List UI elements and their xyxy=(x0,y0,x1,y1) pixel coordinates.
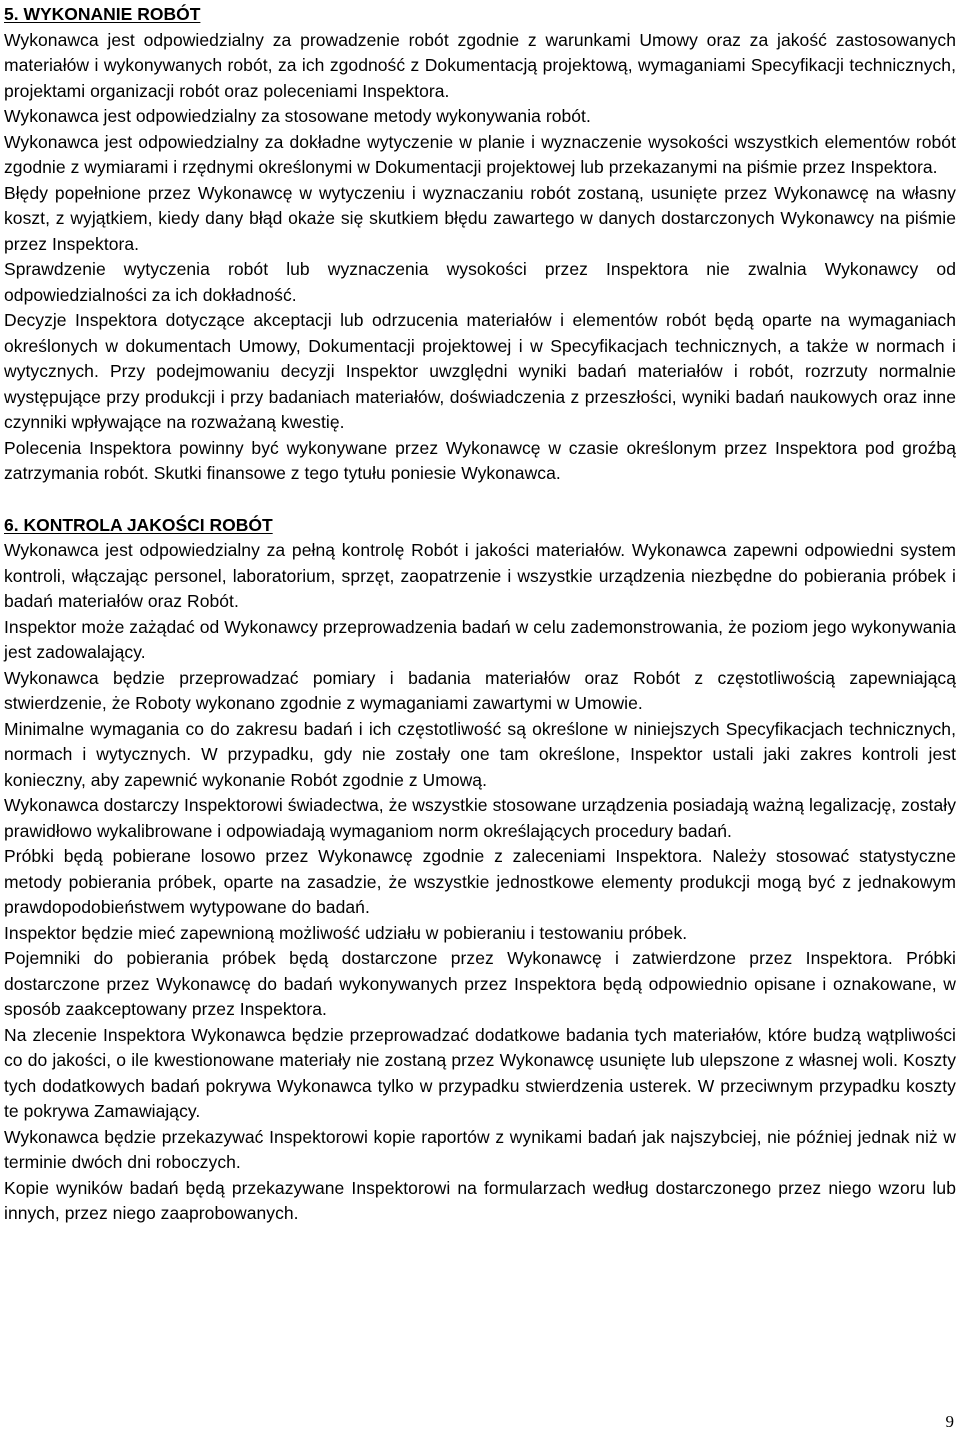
paragraph: Inspektor będzie mieć zapewnioną możliwość udziału w pobieraniu i testowaniu próbek. xyxy=(4,922,688,943)
paragraph: Pojemniki do pobierania próbek będą dostarczone przez Wykonawcę i zatwierdzone przez Inspektora. Próbki dostarczone przez Wykonawcę do badań wykonywanych przez Inspektora będą odpowiednio opisane i oznakowane, w sposób zaakceptowany przez Inspektora. xyxy=(4,948,956,1019)
paragraph: Wykonawca jest odpowiedzialny za stosowane metody wykonywania robót. xyxy=(4,106,591,126)
paragraph: Polecenia Inspektora powinny być wykonywane przez Wykonawcę w czasie określonym przez Inspektora pod groźbą zatrzymania robót. Skutki finansowe z tego tytułu poniesie Wykonawca. xyxy=(4,437,956,483)
paragraph: Kopie wyników badań będą przekazywane Inspektorowi na formularzach według dostarczonego przez niego wzoru lub innych, przez niego zaaprobowanych. xyxy=(4,1177,956,1223)
document-page xyxy=(4,2,956,1227)
section-heading: 5. WYKONANIE ROBÓT xyxy=(4,4,201,24)
paragraph: Inspektor może zażądać od Wykonawcy przeprowadzenia badań w celu zademonstrowania, że poziom jego wykonywania jest zadowalający. xyxy=(4,616,956,662)
paragraph: Minimalne wymagania co do zakresu badań i ich częstotliwość są określone w niniejszych Specyfikacjach technicznych, normach i wytycznych. W przypadku, gdy nie zostały one tam określone, Inspektor ustali jaki zakres kontroli jest konieczny, aby zapewnić wykonanie Robót zgodnie z Umową. xyxy=(4,718,956,790)
paragraph: Wykonawca jest odpowiedzialny za prowadzenie robót zgodnie z warunkami Umowy oraz za jakość zastosowanych materiałów i wykonywanych robót, za ich zgodność z Dokumentacją projektową, wymaganiami Specyfikacji technicznych, projektami organizacji robót oraz poleceniami Inspektora. xyxy=(4,29,956,101)
page-number: 9 xyxy=(945,1412,954,1431)
paragraph: Na zlecenie Inspektora Wykonawca będzie przeprowadzać dodatkowe badania tych materiałów, które budzą wątpliwości co do jakości, o ile kwestionowane materiały nie zostaną przez Wykonawcę usunięte lub ulepszone z własnej woli. Koszty tych dodatkowych badań pokrywa Wykonawca tylko w przypadku stwierdzenia usterek. W przeciwnym przypadku koszty te pokrywa Zamawiający. xyxy=(4,1024,956,1121)
paragraph: Wykonawca dostarczy Inspektorowi świadectwa, że wszystkie stosowane urządzenia posiadają ważną legalizację, zostały prawidłowo wykalibrowane i odpowiadają wymaganiom norm określających procedury badań. xyxy=(4,795,956,841)
paragraph: Wykonawca będzie przekazywać Inspektorowi kopie raportów z wynikami badań jak najszybciej, nie później jednak niż w terminie dwóch dni roboczych. xyxy=(4,1126,956,1172)
paragraph: Wykonawca będzie przeprowadzać pomiary i badania materiałów oraz Robót z częstotliwością zapewniającą stwierdzenie, że Roboty wykonano zgodnie z wymaganiami zawartymi w Umowie. xyxy=(4,667,956,713)
section-6-kontrola-jakosci-robot xyxy=(4,513,956,1227)
paragraph: Wykonawca jest odpowiedzialny za dokładne wytyczenie w planie i wyznaczenie wysokości wszystkich elementów robót zgodnie z wymiarami i rzędnymi określonymi w Dokumentacji projektowej lub przekazanymi na piśmie przez Inspektora. xyxy=(4,131,956,177)
section-heading: 6. KONTROLA JAKOŚCI ROBÓT xyxy=(4,514,273,535)
paragraph: Decyzje Inspektora dotyczące akceptacji lub odrzucenia materiałów i elementów robót będą oparte na wymaganiach określonych w dokumentach Umowy, Dokumentacji projektowej i w Specyfikacjach technicznych, a także w normach i wytycznych. Przy podejmowaniu decyzji Inspektor uwzględni wyniki badań materiałów i robót, rozrzuty normalnie występujące przy produkcji i przy badaniach materiałów, doświadczenia z przeszłości, wyniki badań naukowych oraz inne czynniki wpływające na rozważaną kwestię. xyxy=(4,310,956,432)
paragraph: Próbki będą pobierane losowo przez Wykonawcę zgodnie z zaleceniami Inspektora. Należy stosować statystyczne metody pobierania próbek, oparte na zasadzie, że wszystkie jednostkowe elementy produkcji mogą być z jednakowym prawdopodobieństwem wytypowane do badań. xyxy=(4,846,956,917)
paragraph: Wykonawca jest odpowiedzialny za pełną kontrolę Robót i jakości materiałów. Wykonawca zapewni odpowiedni system kontroli, włączając personel, laboratorium, sprzęt, zaopatrzenie i wszystkie urządzenia niezbędne do pobierania próbek i badań materiałów oraz Robót. xyxy=(4,540,956,611)
section-5-wykonanie-robot xyxy=(4,2,956,487)
paragraph: Błędy popełnione przez Wykonawcę w wytyczeniu i wyznaczaniu robót zostaną, usunięte przez Wykonawcę na własny koszt, z wyjątkiem, kiedy dany błąd okaże się skutkiem błędu zawartego w danych dostarczonych Wykonawcy na piśmie przez Inspektora. xyxy=(4,182,956,254)
paragraph: Sprawdzenie wytyczenia robót lub wyznaczenia wysokości przez Inspektora nie zwalnia Wykonawcy od odpowiedzialności za ich dokładność. xyxy=(4,259,956,305)
